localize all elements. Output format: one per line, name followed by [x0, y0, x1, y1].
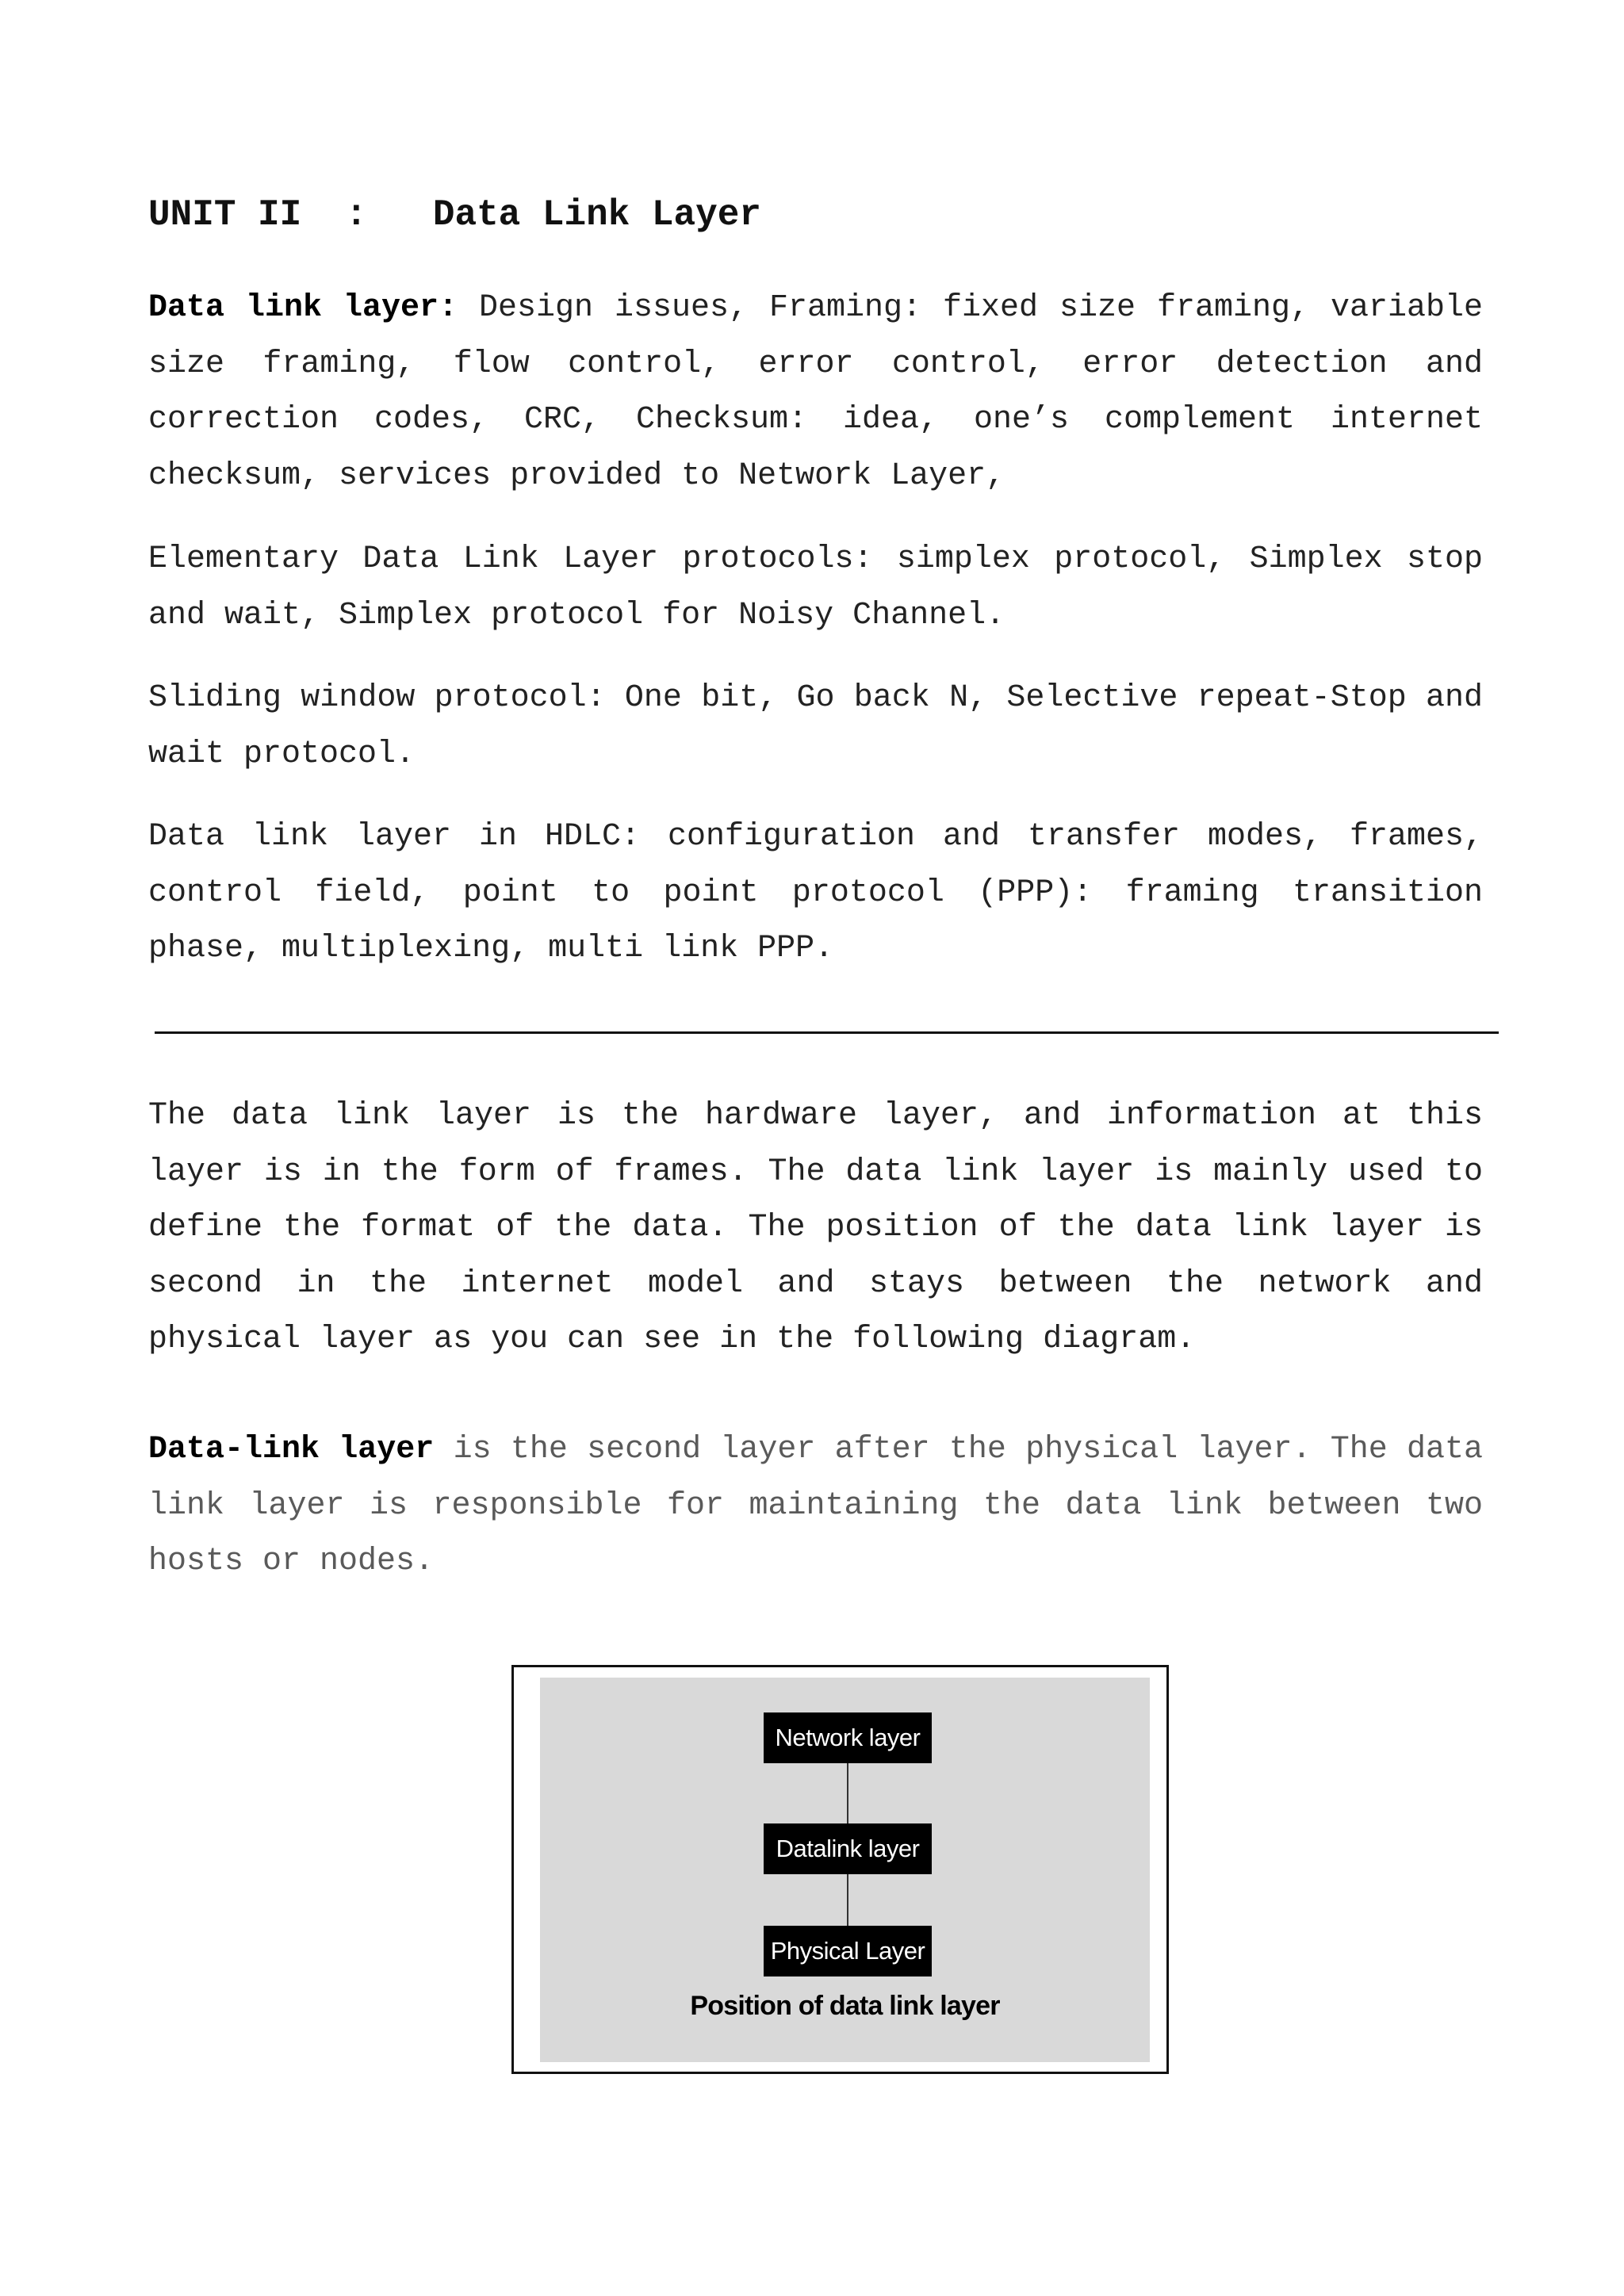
- syllabus-text: Design issues, Framing: fixed size framing, variable size framing, flow control, error control, error detection and correction codes, CRC, Checksum: idea, one’s complement internet checksum, services provided to Network Layer,: [148, 290, 1483, 494]
- physical-layer-box: Physical Layer: [764, 1926, 932, 1976]
- definition-paragraph: [148, 1422, 1483, 1590]
- definition-lead: Data-link layer: [148, 1432, 435, 1468]
- layer-diagram-background: [540, 1678, 1150, 2062]
- connector-line: [847, 1763, 848, 1823]
- syllabus-lead: Data link layer:: [148, 290, 458, 326]
- intro-paragraph: The data link layer is the hardware layer, and information at this layer is in the form of frames. The data link layer is mainly used to define the format of the data. The position of the data link layer is second in the internet model and stays between the network and physical layer as you can see in the following diagram.: [148, 1098, 1483, 1357]
- syllabus-paragraph-2: Elementary Data Link Layer protocols: simplex protocol, Simplex stop and wait, Simplex protocol for Noisy Channel.: [148, 541, 1483, 633]
- connector-line: [847, 1874, 848, 1926]
- definition-text: is the second layer after the physical layer. The data link layer is responsible for maintaining the data link between two hosts or nodes.: [148, 1432, 1483, 1579]
- page-title: UNIT II : Data Link Layer: [148, 194, 761, 235]
- figure-caption: Position of data link layer: [690, 1991, 1000, 2021]
- syllabus-paragraph-4: Data link layer in HDLC: configuration and transfer modes, frames, control field, point to point protocol (PPP): framing transition phase, multiplexing, multi link PPP.: [148, 819, 1483, 966]
- syllabus-paragraph-1: [148, 281, 1483, 504]
- syllabus-paragraph-3: Sliding window protocol: One bit, Go back N, Selective repeat-Stop and wait protocol.: [148, 680, 1483, 772]
- layer-diagram-figure: [511, 1665, 1169, 2074]
- datalink-layer-box: Datalink layer: [764, 1823, 932, 1874]
- network-layer-box: Network layer: [764, 1712, 932, 1763]
- horizontal-divider: [155, 1031, 1499, 1034]
